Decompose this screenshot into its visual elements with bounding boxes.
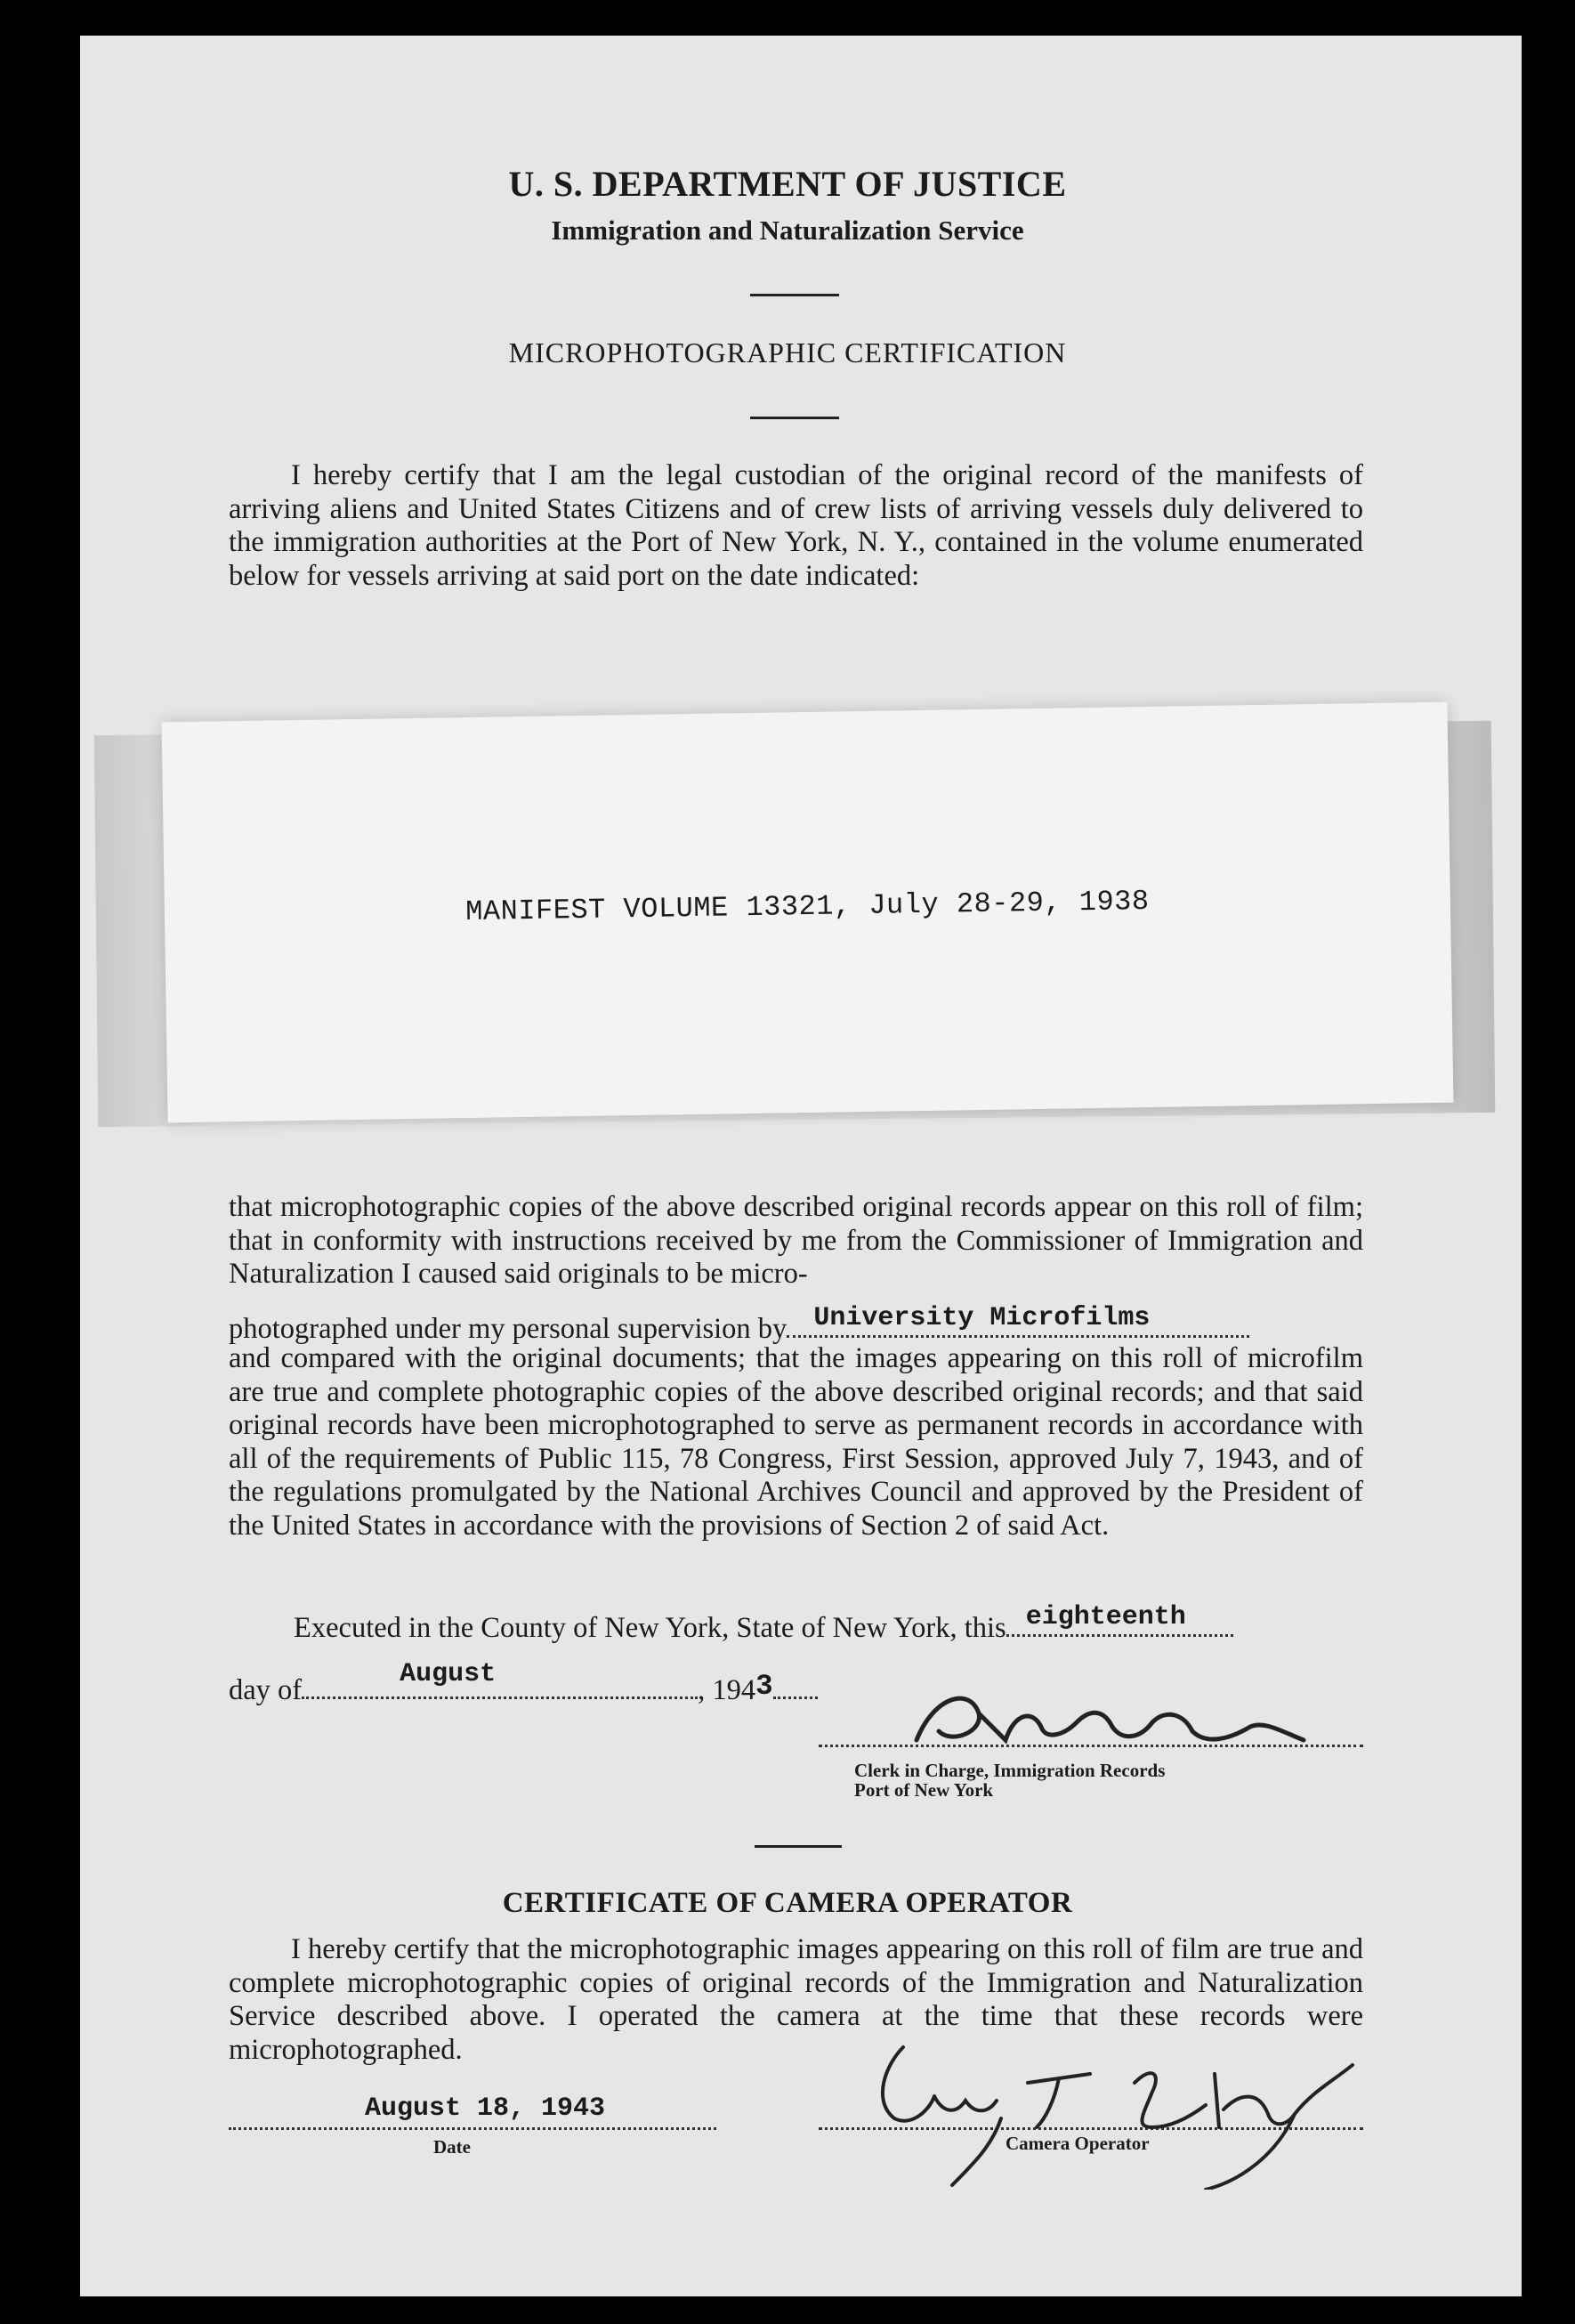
service-name: Immigration and Naturalization Service [551, 215, 1024, 246]
execution-prefix: Executed in the County of New York, State of New York, this [294, 1612, 1006, 1644]
divider [750, 294, 839, 296]
photographed-by-value: University Microfilms [813, 1303, 1151, 1333]
execution-day-field [1006, 1602, 1233, 1637]
month-field [302, 1659, 698, 1699]
day-of-line [229, 1659, 818, 1708]
certification-title: MICROPHOTOGRAPHIC CERTIFICATION [508, 336, 1067, 368]
divider [750, 417, 839, 419]
body-paragraph-part2: and compared with the original documents; that the images appearing on this roll of microfilm are true and complete photographic copies of the above described original records; and that said original records have been microphotographed to serve as permanent records in accordance with all of the requirements of Public 115, 78 Congress, First Session, approved July 7, 1943, and of the regulations promulgated by the National Archives Council and approved by the President of the United States in accordance with the provisions of Section 2 of said Act. [229, 1342, 1363, 1542]
intro-paragraph: I hereby certify that I am the legal custodian of the original record of the manifests of arriving aliens and United States Citizens and of crew lists of arriving vessels duly delivered to the immigration authorities at the Port of New York, N. Y., contained in the volume enumerated below for vessels arriving at said port on the date indicated: [229, 459, 1363, 592]
divider [755, 1845, 842, 1848]
date-label: Date [433, 2136, 471, 2158]
manifest-volume-text: MANIFEST VOLUME 13321, July 28-29, 1938 [464, 884, 1150, 929]
clerk-title-line1: Clerk in Charge, Immigration Records [854, 1760, 1166, 1781]
photographed-by-prefix: photographed under my personal supervision by [229, 1313, 788, 1345]
clerk-title-line2: Port of New York [854, 1779, 994, 1801]
day-of-label: day of [229, 1674, 303, 1706]
execution-line [294, 1602, 1233, 1645]
photographed-by-field [787, 1303, 1249, 1338]
operator-signature-icon [868, 2029, 1393, 2190]
year-trailing-dots [773, 1670, 818, 1699]
department-title: U. S. DEPARTMENT OF JUSTICE [508, 164, 1067, 204]
camera-date-value: August 18, 1943 [365, 2093, 606, 2124]
year-prefix: , 194 [698, 1674, 756, 1706]
month-value: August [400, 1659, 497, 1689]
date-signature-line [229, 2127, 716, 2130]
execution-day-value: eighteenth [1025, 1602, 1186, 1632]
photographed-by-line [229, 1303, 1249, 1346]
manifest-slip [162, 702, 1454, 1123]
camera-certificate-paragraph: I hereby certify that the microphotographic images appearing on this roll of film are true and complete microphotographic copies of original records of the Immigration and Naturalization Service described above. I operated the camera at the time that these records were microphotographed. [229, 1933, 1363, 2066]
body-paragraph-part1: that microphotographic copies of the above described original records appear on this roll of film; that in conformity with instructions received by me from the Commissioner of Immigration and Naturalization I caused said originals to be micro- [229, 1191, 1363, 1290]
year-digit: 3 [755, 1670, 773, 1703]
camera-operator-label: Camera Operator [1006, 2133, 1150, 2154]
camera-certificate-title: CERTIFICATE OF CAMERA OPERATOR [502, 1887, 1073, 1919]
clerk-signature-icon [899, 1678, 1317, 1758]
